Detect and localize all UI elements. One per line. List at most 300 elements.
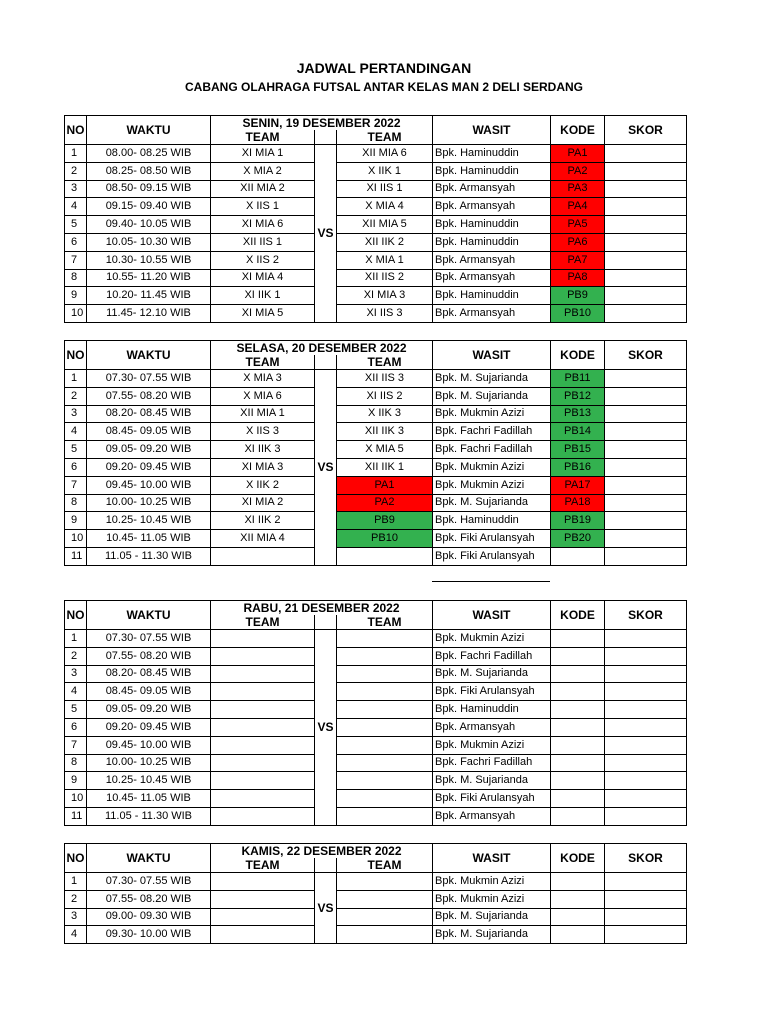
row-waktu: 10.25- 10.45 WIB	[87, 512, 211, 530]
table-row	[65, 476, 687, 494]
row-kode	[551, 890, 605, 908]
table-row	[65, 423, 687, 441]
row-skor	[605, 405, 687, 423]
row-no: 9	[65, 287, 87, 305]
table-row	[65, 162, 687, 180]
header-kode: KODE	[551, 601, 605, 630]
row-wasit: Bpk. Fiki Arulansyah	[433, 790, 551, 808]
row-skor	[605, 772, 687, 790]
row-team-2	[337, 630, 433, 648]
table-row	[65, 251, 687, 269]
row-skor	[605, 908, 687, 926]
schedule-table-day-1	[64, 340, 687, 566]
row-waktu: 07.55- 08.20 WIB	[87, 387, 211, 405]
table-row	[65, 647, 687, 665]
header-skor: SKOR	[605, 601, 687, 630]
row-no: 7	[65, 736, 87, 754]
row-waktu: 07.30- 07.55 WIB	[87, 370, 211, 388]
row-team-2: X MIA 4	[337, 198, 433, 216]
row-team-1: XI IIK 3	[211, 441, 315, 459]
row-skor	[605, 269, 687, 287]
row-team-2	[337, 908, 433, 926]
row-team-1	[211, 772, 315, 790]
row-wasit: Bpk. Fachri Fadillah	[433, 423, 551, 441]
row-team-1: XI IIK 1	[211, 287, 315, 305]
row-kode: PB20	[551, 530, 605, 548]
row-no: 2	[65, 890, 87, 908]
row-no: 7	[65, 476, 87, 494]
table-row	[65, 145, 687, 163]
row-skor	[605, 145, 687, 163]
row-waktu: 08.20- 08.45 WIB	[87, 665, 211, 683]
row-kode: PA5	[551, 216, 605, 234]
table-row	[65, 441, 687, 459]
row-team-2: XI IIS 2	[337, 387, 433, 405]
row-no: 9	[65, 772, 87, 790]
row-no: 10	[65, 530, 87, 548]
row-kode: PB12	[551, 387, 605, 405]
row-wasit: Bpk. Mukmin Azizi	[433, 476, 551, 494]
row-wasit: Bpk. Mukmin Azizi	[433, 736, 551, 754]
row-team-2: XII MIA 6	[337, 145, 433, 163]
table-row	[65, 547, 687, 565]
row-no: 1	[65, 370, 87, 388]
row-team-1: XI MIA 4	[211, 269, 315, 287]
row-team-2	[337, 665, 433, 683]
row-team-2	[337, 926, 433, 944]
row-skor	[605, 287, 687, 305]
row-team-2	[337, 790, 433, 808]
row-no: 3	[65, 405, 87, 423]
row-waktu: 11.05 - 11.30 WIB	[87, 807, 211, 825]
row-wasit: Bpk. M. Sujarianda	[433, 494, 551, 512]
row-kode: PA7	[551, 251, 605, 269]
row-waktu: 07.55- 08.20 WIB	[87, 647, 211, 665]
day-date: SELASA, 20 DESEMBER 2022	[211, 341, 433, 356]
row-wasit: Bpk. Armansyah	[433, 305, 551, 323]
header-skor: SKOR	[605, 341, 687, 370]
header-skor: SKOR	[605, 844, 687, 873]
row-team-1: X MIA 2	[211, 162, 315, 180]
row-team-1: XII MIA 4	[211, 530, 315, 548]
row-kode	[551, 926, 605, 944]
row-wasit: Bpk. M. Sujarianda	[433, 926, 551, 944]
row-waktu: 10.45- 11.05 WIB	[87, 790, 211, 808]
row-waktu: 07.30- 07.55 WIB	[87, 630, 211, 648]
row-team-2	[337, 647, 433, 665]
table-row	[65, 807, 687, 825]
row-no: 4	[65, 926, 87, 944]
header-waktu: WAKTU	[87, 844, 211, 873]
row-kode: PA1	[551, 145, 605, 163]
row-waktu: 10.30- 10.55 WIB	[87, 251, 211, 269]
row-team-1: X IIS 2	[211, 251, 315, 269]
row-team-2: XII IIK 1	[337, 458, 433, 476]
table-row	[65, 926, 687, 944]
row-team-2	[337, 683, 433, 701]
row-wasit: Bpk. M. Sujarianda	[433, 370, 551, 388]
row-team-2	[337, 890, 433, 908]
row-no: 1	[65, 145, 87, 163]
row-no: 6	[65, 718, 87, 736]
row-skor	[605, 198, 687, 216]
row-no: 5	[65, 701, 87, 719]
row-team-2: X MIA 5	[337, 441, 433, 459]
row-kode: PA2	[551, 162, 605, 180]
row-wasit: Bpk. Fiki Arulansyah	[433, 683, 551, 701]
row-wasit: Bpk. Fachri Fadillah	[433, 441, 551, 459]
row-no: 7	[65, 251, 87, 269]
row-skor	[605, 701, 687, 719]
row-team-1	[211, 701, 315, 719]
row-skor	[605, 305, 687, 323]
vs-label: VS	[315, 630, 337, 826]
row-skor	[605, 665, 687, 683]
row-waktu: 09.30- 10.00 WIB	[87, 926, 211, 944]
row-team-2: XII MIA 5	[337, 216, 433, 234]
signature-line	[432, 581, 550, 582]
row-team-1	[211, 790, 315, 808]
row-skor	[605, 494, 687, 512]
row-skor	[605, 476, 687, 494]
row-skor	[605, 251, 687, 269]
row-team-1	[211, 873, 315, 891]
table-row	[65, 198, 687, 216]
row-team-2	[337, 718, 433, 736]
row-kode	[551, 908, 605, 926]
row-kode: PB13	[551, 405, 605, 423]
vs-label: VS	[315, 370, 337, 566]
row-no: 2	[65, 387, 87, 405]
row-team-2	[337, 807, 433, 825]
table-row	[65, 458, 687, 476]
row-team-2	[337, 701, 433, 719]
table-row	[65, 630, 687, 648]
row-wasit: Bpk. Haminuddin	[433, 701, 551, 719]
row-no: 6	[65, 458, 87, 476]
row-skor	[605, 647, 687, 665]
row-skor	[605, 683, 687, 701]
row-team-1	[211, 647, 315, 665]
row-team-2	[337, 547, 433, 565]
row-kode	[551, 630, 605, 648]
row-team-1	[211, 665, 315, 683]
row-no: 8	[65, 269, 87, 287]
row-skor	[605, 233, 687, 251]
row-team-2: X IIK 1	[337, 162, 433, 180]
row-wasit: Bpk. Mukmin Azizi	[433, 890, 551, 908]
day-date: KAMIS, 22 DESEMBER 2022	[211, 844, 433, 859]
row-team-2: XII IIS 2	[337, 269, 433, 287]
row-kode	[551, 790, 605, 808]
row-kode	[551, 547, 605, 565]
row-skor	[605, 547, 687, 565]
row-team-2: XI IIS 1	[337, 180, 433, 198]
table-row	[65, 908, 687, 926]
day-date: SENIN, 19 DESEMBER 2022	[211, 116, 433, 131]
row-team-2: XI IIS 3	[337, 305, 433, 323]
header-wasit: WASIT	[433, 341, 551, 370]
row-team-2: X IIK 3	[337, 405, 433, 423]
header-waktu: WAKTU	[87, 341, 211, 370]
table-row	[65, 790, 687, 808]
row-wasit: Bpk. Fachri Fadillah	[433, 754, 551, 772]
row-skor	[605, 387, 687, 405]
row-no: 1	[65, 630, 87, 648]
header-no: NO	[65, 341, 87, 370]
row-no: 9	[65, 512, 87, 530]
row-team-2: PB10	[337, 530, 433, 548]
row-kode	[551, 683, 605, 701]
row-no: 2	[65, 647, 87, 665]
table-row	[65, 269, 687, 287]
header-kode: KODE	[551, 844, 605, 873]
header-waktu: WAKTU	[87, 601, 211, 630]
header-skor: SKOR	[605, 116, 687, 145]
row-team-2	[337, 772, 433, 790]
row-team-1: XII MIA 1	[211, 405, 315, 423]
page-title: JADWAL PERTANDINGAN	[296, 60, 472, 76]
table-row	[65, 512, 687, 530]
row-no: 5	[65, 216, 87, 234]
table-row	[65, 772, 687, 790]
schedule-table-day-3	[64, 843, 687, 944]
row-kode: PB9	[551, 287, 605, 305]
row-team-1: X IIS 3	[211, 423, 315, 441]
row-team-1	[211, 683, 315, 701]
row-kode: PB19	[551, 512, 605, 530]
header-team-1: TEAM	[211, 858, 315, 873]
row-waktu: 08.45- 09.05 WIB	[87, 423, 211, 441]
table-row	[65, 683, 687, 701]
row-team-1: XI MIA 3	[211, 458, 315, 476]
row-team-2	[337, 736, 433, 754]
row-wasit: Bpk. Haminuddin	[433, 233, 551, 251]
row-team-2: XII IIK 3	[337, 423, 433, 441]
row-kode	[551, 754, 605, 772]
row-team-1	[211, 926, 315, 944]
row-team-1	[211, 547, 315, 565]
row-team-1	[211, 754, 315, 772]
table-row	[65, 287, 687, 305]
header-waktu: WAKTU	[87, 116, 211, 145]
header-team-2: TEAM	[337, 858, 433, 873]
row-no: 4	[65, 198, 87, 216]
row-waktu: 08.25- 08.50 WIB	[87, 162, 211, 180]
row-team-1	[211, 630, 315, 648]
row-kode: PB14	[551, 423, 605, 441]
row-team-1: XI MIA 5	[211, 305, 315, 323]
header-no: NO	[65, 116, 87, 145]
header-wasit: WASIT	[433, 844, 551, 873]
row-skor	[605, 873, 687, 891]
header-team-2: TEAM	[337, 355, 433, 370]
vs-label: VS	[315, 873, 337, 944]
row-skor	[605, 754, 687, 772]
row-waktu: 10.55- 11.20 WIB	[87, 269, 211, 287]
row-skor	[605, 718, 687, 736]
row-waktu: 07.55- 08.20 WIB	[87, 890, 211, 908]
row-kode	[551, 807, 605, 825]
row-wasit: Bpk. Mukmin Azizi	[433, 630, 551, 648]
row-waktu: 10.20- 11.45 WIB	[87, 287, 211, 305]
row-team-2: PA1	[337, 476, 433, 494]
table-row	[65, 718, 687, 736]
row-no: 3	[65, 908, 87, 926]
header-team-2: TEAM	[337, 130, 433, 145]
row-no: 5	[65, 441, 87, 459]
row-waktu: 09.45- 10.00 WIB	[87, 736, 211, 754]
row-kode: PA4	[551, 198, 605, 216]
row-wasit: Bpk. Haminuddin	[433, 512, 551, 530]
row-waktu: 08.00- 08.25 WIB	[87, 145, 211, 163]
table-row	[65, 754, 687, 772]
header-kode: KODE	[551, 116, 605, 145]
row-team-1: XII IIS 1	[211, 233, 315, 251]
row-skor	[605, 441, 687, 459]
table-row	[65, 387, 687, 405]
row-no: 10	[65, 790, 87, 808]
row-skor	[605, 926, 687, 944]
row-skor	[605, 458, 687, 476]
row-team-1: X MIA 6	[211, 387, 315, 405]
row-no: 3	[65, 665, 87, 683]
row-skor	[605, 423, 687, 441]
row-waktu: 09.05- 09.20 WIB	[87, 441, 211, 459]
header-wasit: WASIT	[433, 601, 551, 630]
table-row	[65, 405, 687, 423]
row-wasit: Bpk. Armansyah	[433, 251, 551, 269]
row-team-1	[211, 718, 315, 736]
row-skor	[605, 630, 687, 648]
table-row	[65, 180, 687, 198]
row-wasit: Bpk. Fiki Arulansyah	[433, 547, 551, 565]
row-team-1: XI MIA 6	[211, 216, 315, 234]
row-no: 10	[65, 305, 87, 323]
row-waktu: 08.50- 09.15 WIB	[87, 180, 211, 198]
row-kode	[551, 718, 605, 736]
table-row	[65, 233, 687, 251]
header-wasit: WASIT	[433, 116, 551, 145]
row-team-1: XII MIA 2	[211, 180, 315, 198]
row-skor	[605, 736, 687, 754]
row-waktu: 07.30- 07.55 WIB	[87, 873, 211, 891]
row-wasit: Bpk. Armansyah	[433, 718, 551, 736]
row-skor	[605, 162, 687, 180]
table-row	[65, 494, 687, 512]
row-team-1: XI MIA 2	[211, 494, 315, 512]
row-no: 8	[65, 494, 87, 512]
row-wasit: Bpk. Armansyah	[433, 269, 551, 287]
row-waktu: 11.45- 12.10 WIB	[87, 305, 211, 323]
row-kode	[551, 665, 605, 683]
row-waktu: 10.25- 10.45 WIB	[87, 772, 211, 790]
row-kode: PB10	[551, 305, 605, 323]
row-wasit: Bpk. Haminuddin	[433, 216, 551, 234]
row-wasit: Bpk. M. Sujarianda	[433, 908, 551, 926]
row-skor	[605, 370, 687, 388]
row-kode: PB16	[551, 458, 605, 476]
row-waktu: 09.45- 10.00 WIB	[87, 476, 211, 494]
header-no: NO	[65, 844, 87, 873]
row-waktu: 11.05 - 11.30 WIB	[87, 547, 211, 565]
row-kode: PA18	[551, 494, 605, 512]
row-wasit: Bpk. Mukmin Azizi	[433, 873, 551, 891]
row-no: 6	[65, 233, 87, 251]
row-waktu: 08.45- 09.05 WIB	[87, 683, 211, 701]
schedule-table-day-2	[64, 600, 687, 826]
row-kode: PA3	[551, 180, 605, 198]
row-waktu: 10.45- 11.05 WIB	[87, 530, 211, 548]
row-team-2: XII IIS 3	[337, 370, 433, 388]
header-kode: KODE	[551, 341, 605, 370]
row-skor	[605, 180, 687, 198]
row-waktu: 09.20- 09.45 WIB	[87, 718, 211, 736]
table-row	[65, 370, 687, 388]
row-team-2: PB9	[337, 512, 433, 530]
row-kode: PA17	[551, 476, 605, 494]
table-row	[65, 890, 687, 908]
page-subtitle: CABANG OLAHRAGA FUTSAL ANTAR KELAS MAN 2 DELI SERDANG	[185, 80, 583, 94]
row-wasit: Bpk. Armansyah	[433, 198, 551, 216]
header-no: NO	[65, 601, 87, 630]
row-skor	[605, 216, 687, 234]
row-kode	[551, 772, 605, 790]
row-team-1	[211, 890, 315, 908]
row-waktu: 09.40- 10.05 WIB	[87, 216, 211, 234]
row-team-2	[337, 754, 433, 772]
row-no: 2	[65, 162, 87, 180]
row-wasit: Bpk. Haminuddin	[433, 162, 551, 180]
row-team-1: XI IIK 2	[211, 512, 315, 530]
row-waktu: 09.20- 09.45 WIB	[87, 458, 211, 476]
row-wasit: Bpk. Haminuddin	[433, 145, 551, 163]
row-kode	[551, 736, 605, 754]
row-team-2	[337, 873, 433, 891]
row-wasit: Bpk. M. Sujarianda	[433, 387, 551, 405]
row-waktu: 09.00- 09.30 WIB	[87, 908, 211, 926]
table-row	[65, 665, 687, 683]
header-team-1: TEAM	[211, 615, 315, 630]
row-wasit: Bpk. Haminuddin	[433, 287, 551, 305]
row-wasit: Bpk. Fachri Fadillah	[433, 647, 551, 665]
header-team-1: TEAM	[211, 130, 315, 145]
row-kode	[551, 873, 605, 891]
table-row	[65, 530, 687, 548]
row-waktu: 08.20- 08.45 WIB	[87, 405, 211, 423]
row-no: 11	[65, 807, 87, 825]
row-kode: PA6	[551, 233, 605, 251]
table-row	[65, 873, 687, 891]
row-waktu: 09.15- 09.40 WIB	[87, 198, 211, 216]
row-skor	[605, 530, 687, 548]
row-kode: PB15	[551, 441, 605, 459]
row-team-2: X MIA 1	[337, 251, 433, 269]
row-wasit: Bpk. Armansyah	[433, 180, 551, 198]
row-no: 4	[65, 423, 87, 441]
header-team-1: TEAM	[211, 355, 315, 370]
table-row	[65, 736, 687, 754]
row-kode: PA8	[551, 269, 605, 287]
row-team-1	[211, 908, 315, 926]
row-team-1	[211, 807, 315, 825]
vs-label: VS	[315, 145, 337, 323]
row-team-1: X IIK 2	[211, 476, 315, 494]
header-team-2: TEAM	[337, 615, 433, 630]
row-waktu: 09.05- 09.20 WIB	[87, 701, 211, 719]
table-row	[65, 701, 687, 719]
row-skor	[605, 807, 687, 825]
